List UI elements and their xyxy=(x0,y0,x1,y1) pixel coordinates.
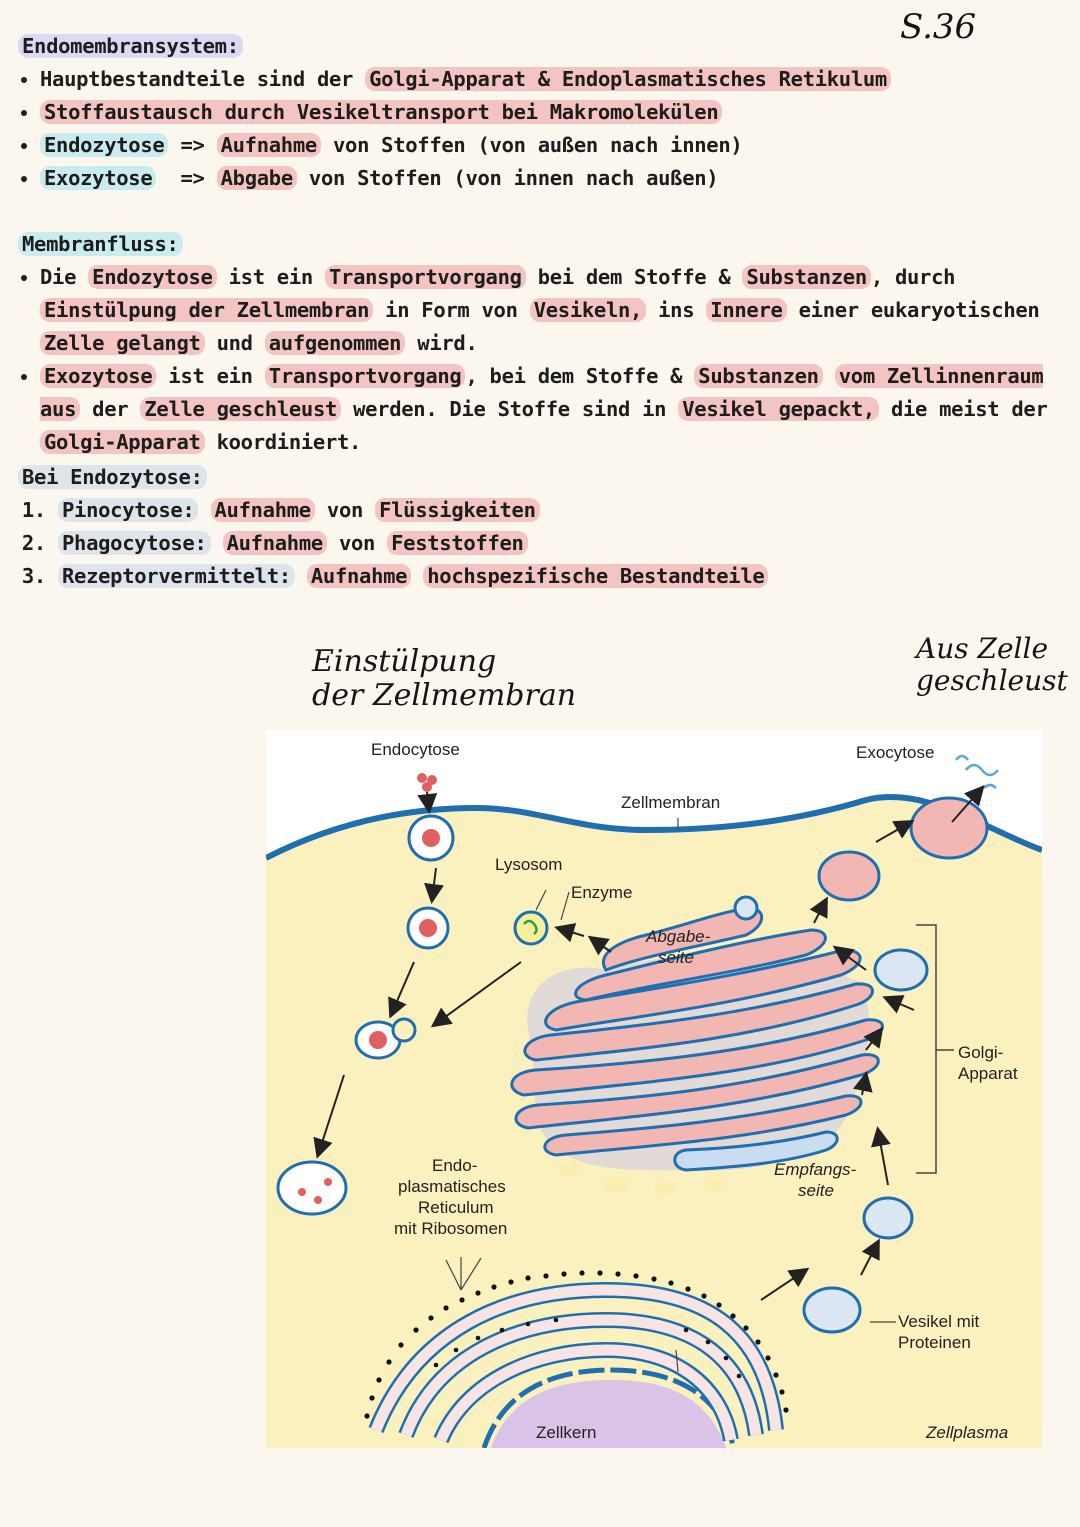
label-abgabeseite-2: seite xyxy=(658,948,694,967)
label-er-4: mit Ribosomen xyxy=(394,1219,508,1238)
list-item-pinocytose: 1. Pinocytose: Aufnahme von Flüssigkeiten xyxy=(58,494,1063,527)
label-exocytose: Exocytose xyxy=(856,743,935,762)
label-empfangsseite-1: Empfangs- xyxy=(774,1160,857,1179)
handnote-aus-zelle: Aus Zelle geschleust xyxy=(916,632,1068,697)
heading-membranfluss: Membranfluss: xyxy=(18,232,183,256)
label-er-1: Endo- xyxy=(432,1156,478,1175)
section-membranfluss xyxy=(18,228,1063,459)
label-er-3: Reticulum xyxy=(418,1198,494,1217)
lysosome xyxy=(515,912,547,944)
label-abgabeseite-1: Abgabe- xyxy=(646,927,711,946)
bullet-endozytose: • Endozytose => Aufnahme von Stoffen (von außen nach innen) xyxy=(40,129,1063,162)
label-endocytose: Endocytose xyxy=(371,740,460,759)
list-item-phagocytose: 2. Phagocytose: Aufnahme von Feststoffen xyxy=(58,527,1063,560)
section-bei-endozytose xyxy=(18,461,1063,593)
paragraph-exozytose: • Exozytose ist ein Transportvorgang , bei dem Stoffe & Substanzen vom Zellinnenraum aus der Zelle geschleust werden. Die Stoffe sind in Vesikel gepackt, die meist der Golgi-Apparat koordiniert. xyxy=(40,360,1063,459)
bullet-stoffaustausch: • Stoffaustausch durch Vesikeltransport bei Makromolekülen xyxy=(40,96,1063,129)
label-vesikel-2: Proteinen xyxy=(898,1333,971,1352)
label-er-2: plasmatisches xyxy=(398,1177,506,1196)
label-zellkern: Zellkern xyxy=(536,1423,597,1442)
section-endomembransystem xyxy=(18,30,1063,195)
heading-bei-endozytose: Bei Endozytose: xyxy=(18,465,207,489)
bullet-exozytose: • Exozytose => Abgabe von Stoffen (von innen nach außen) xyxy=(40,162,1063,195)
heading-endomembransystem: Endomembransystem: xyxy=(18,34,243,58)
handnote-einstuelpung: Einstülpung der Zellmembran xyxy=(312,644,577,713)
label-golgi-2: Apparat xyxy=(958,1064,1018,1083)
label-zellmembran: Zellmembran xyxy=(621,793,721,812)
endomembrane-diagram xyxy=(266,730,1042,1448)
label-zellplasma: Zellplasma xyxy=(926,1423,1009,1442)
label-enzyme: Enzyme xyxy=(571,883,633,902)
label-lysosom: Lysosom xyxy=(495,855,563,874)
label-golgi-1: Golgi- xyxy=(958,1043,1004,1062)
label-empfangsseite-2: seite xyxy=(798,1181,834,1200)
label-vesikel-1: Vesikel mit xyxy=(898,1312,980,1331)
list-item-rezeptorvermittelt: 3. Rezeptorvermittelt: Aufnahme hochspezifische Bestandteile xyxy=(58,560,1063,593)
paragraph-endozytose: • Die Endozytose ist ein Transportvorgang bei dem Stoffe & Substanzen , durch Einstülpung der Zellmembran in Form von Vesikeln, ins Innere einer eukaryotischen Zelle gelangt und aufgenommen wird. xyxy=(40,261,1063,360)
bullet-hauptbestandteile: • Hauptbestandteile sind der Golgi-Apparat & Endoplasmatisches Retikulum xyxy=(40,63,1063,96)
page-number: S.36 xyxy=(900,7,977,47)
